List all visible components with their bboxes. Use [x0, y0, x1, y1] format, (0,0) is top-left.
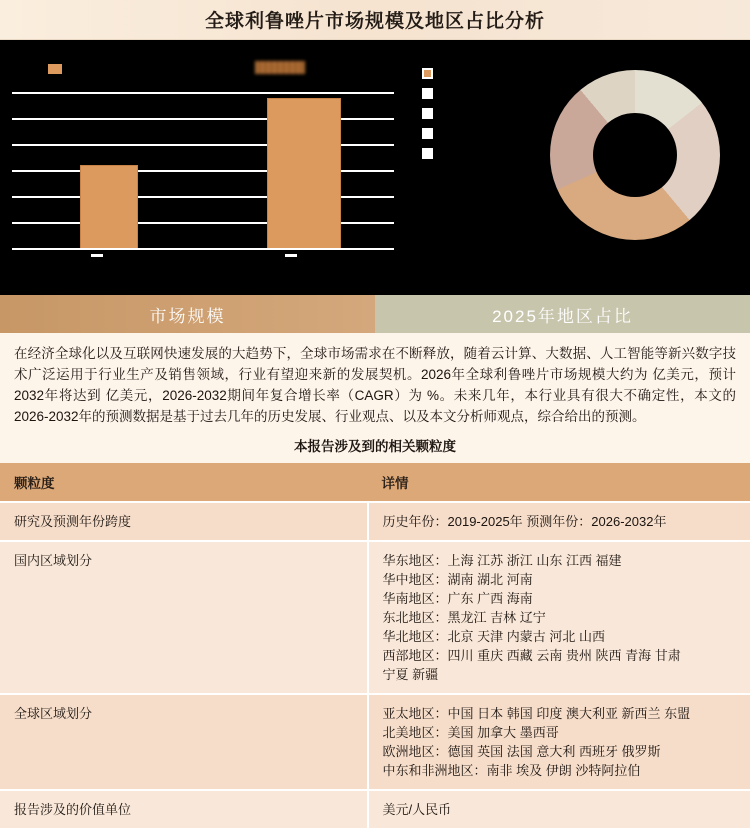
pie-legend-swatch-1	[422, 68, 433, 79]
row-detail	[368, 541, 750, 694]
table-header-row	[0, 463, 750, 502]
detail-line: 华东地区：上海 江苏 浙江 山东 江西 福建	[382, 553, 622, 568]
bar-chart	[0, 40, 408, 295]
detail-line: 华南地区：广东 广西 海南	[382, 591, 533, 606]
table-header-granularity: 颗粒度	[0, 463, 368, 502]
row-label: 研究及预测年份跨度	[0, 502, 368, 541]
pie-legend-swatch-5	[422, 148, 433, 159]
page-title: 全球利鲁唑片市场规模及地区占比分析	[204, 11, 545, 32]
bar-chart-bars	[12, 92, 394, 250]
detail-line: 中东和非洲地区：南非 埃及 伊朗 沙特阿拉伯	[382, 763, 641, 778]
row-label: 国内区域划分	[0, 541, 368, 694]
pie-legend-swatch-4	[422, 128, 433, 139]
detail-line: 华中地区：湖南 湖北 河南	[382, 572, 533, 587]
detail-line: 历史年份：2019-2025年 预测年份：2026-2032年	[382, 514, 667, 529]
bar-chart-legend	[0, 58, 408, 82]
detail-line: 西部地区：四川 重庆 西藏 云南 贵州 陕西 青海 甘肃	[382, 648, 681, 663]
page-title-bar	[0, 0, 750, 40]
tab-region-share[interactable]	[375, 295, 750, 333]
row-detail	[368, 790, 750, 829]
pie-legend-swatch-2	[422, 88, 433, 99]
bar-series-1	[80, 165, 138, 250]
legend-label-blurred	[255, 61, 305, 74]
charts-band	[0, 40, 750, 295]
pie-chart	[408, 40, 750, 295]
tab-market-size-label: 市场规模	[149, 306, 226, 326]
detail-line: 东北地区：黑龙江 吉林 辽宁	[382, 610, 546, 625]
chart-tabs	[0, 295, 750, 333]
tab-market-size[interactable]	[0, 295, 375, 333]
axis-tick-1	[91, 254, 103, 257]
table-row	[0, 790, 750, 829]
pie-legend-swatch-3	[422, 108, 433, 119]
row-label: 全球区域划分	[0, 694, 368, 790]
table-header-detail: 详情	[368, 463, 750, 502]
row-detail	[368, 694, 750, 790]
table-row	[0, 694, 750, 790]
donut-chart	[550, 70, 720, 240]
granularity-table	[0, 463, 750, 829]
detail-line: 宁夏 新疆	[382, 667, 439, 682]
table-row	[0, 541, 750, 694]
row-detail	[368, 502, 750, 541]
bar-chart-axis	[12, 248, 394, 250]
table-caption: 本报告涉及到的相关颗粒度	[0, 431, 750, 463]
row-label: 报告涉及的价值单位	[0, 790, 368, 829]
donut-hole	[593, 113, 677, 197]
table-row	[0, 502, 750, 541]
tab-region-share-label: 2025年地区占比	[492, 306, 633, 326]
bar-series-2	[267, 98, 341, 250]
legend-swatch-icon	[48, 64, 62, 74]
detail-line: 亚太地区：中国 日本 韩国 印度 澳大利亚 新西兰 东盟	[382, 706, 691, 721]
summary-paragraph: 在经济全球化以及互联网快速发展的大趋势下，全球市场需求在不断释放，随着云计算、大数据、人工智能等新兴数字技术广泛运用于行业生产及销售领域，行业有望迎来新的发展契机。2026年全球利鲁唑片市场规模大约为 亿美元，预计2032年将达到 亿美元，2026-2032期间年复合增长率（CAGR）为 %。未来几年，本行业具有很大不确定性，本文的2026-2032年的预测数据是基于过去几年的历史发展、行业观点、以及本文分析师观点，综合给出的预测。	[0, 333, 750, 431]
detail-line: 北美地区：美国 加拿大 墨西哥	[382, 725, 559, 740]
detail-line: 欧洲地区：德国 英国 法国 意大利 西班牙 俄罗斯	[382, 744, 661, 759]
detail-line: 华北地区：北京 天津 内蒙古 河北 山西	[382, 629, 605, 644]
axis-tick-2	[285, 254, 297, 257]
detail-line: 美元/人民币	[382, 802, 452, 817]
pie-chart-legend	[422, 68, 433, 159]
